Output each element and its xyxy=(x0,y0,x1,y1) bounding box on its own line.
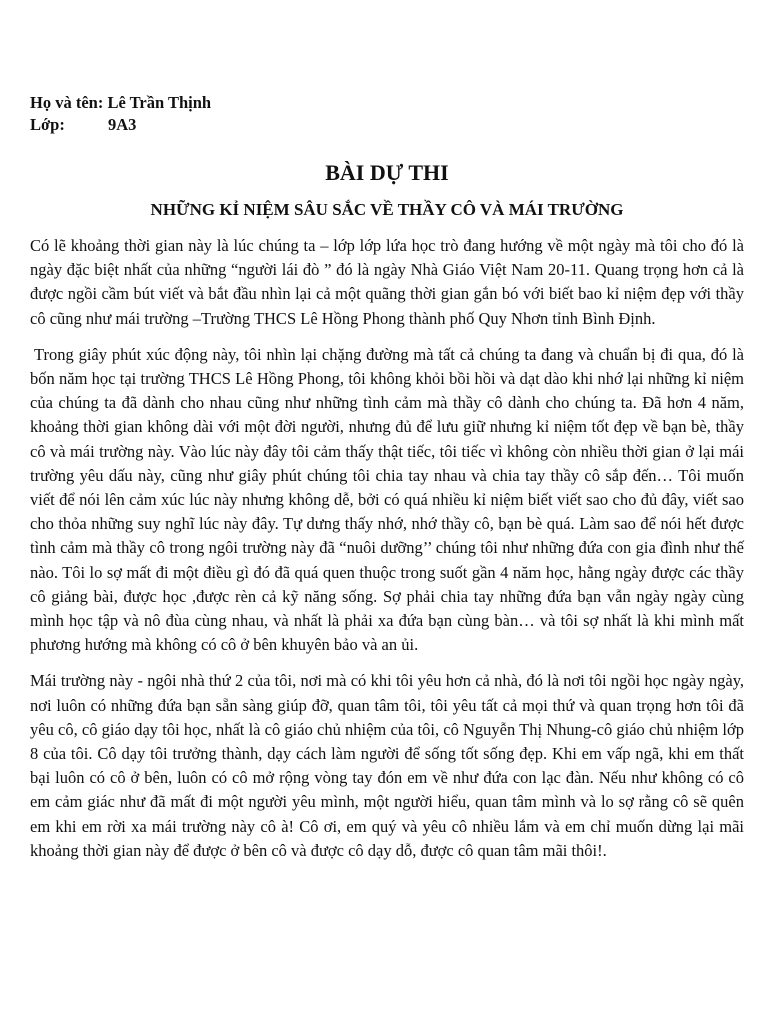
class-value: 9A3 xyxy=(108,115,137,134)
paragraph-3: Mái trường này - ngôi nhà thứ 2 của tôi, nơi mà có khi tôi yêu hơn cả nhà, đó là nơi tôi ngồi học ngày ngày, nơi luôn có những đứa bạn sẵn sàng giúp đỡ, quan tâm tôi, tôi yêu tất cả mọi thứ và quan trọng hơn tôi đã yêu cô, cô giáo dạy tôi học, nhất là cô giáo chủ nhiệm của tôi, cô Nguyễn Thị Nhung-cô giáo chủ nhiệm lớp 8 của tôi. Cô dạy tôi trưởng thành, dạy cách làm người để sống tốt sống đẹp. Khi em vấp ngã, khi em thất bại luôn có cô ở bên, luôn có cô mở rộng vòng tay đón em về như đứa con lạc đàn. Nếu như không có cô em cảm giác như đã mất đi một người yêu mình, một người hiểu, quan tâm mình và lo sợ rằng cô sẽ quên em khi em rời xa mái trường này cô à! Cô ơi, em quý và yêu cô nhiều lắm và em chỉ muốn dừng lại mãi khoảng thời gian này để được ở bên cô và được cô dạy dỗ, được cô quan tâm mãi thôi!. xyxy=(30,671,744,860)
paragraph-2: Trong giây phút xúc động này, tôi nhìn lại chặng đường mà tất cả chúng ta đang và chuẩn bị đi qua, đó là bốn năm học tại trường THCS Lê Hồng Phong, tôi không khỏi bồi hồi và dạt dào khi nhớ lại những kỉ niệm của chúng ta đã dành cho nhau cũng như những tình cảm mà thầy cô dành cho chúng ta. Đã hơn 4 năm, khoảng thời gian không dài với một đời người, nhưng đủ để lưu giữ nhưng kỉ niệm tốt đẹp về bạn bè, thầy cô và mái trường này. Vào lúc này đây tôi cảm thấy thật tiếc, tôi tiếc vì không còn nhiều thời gian ở lại mái trường yêu dấu này, cũng như giây phút chúng tôi chia tay nhau và chia tay thầy cô sắp đến… Tôi muốn viết để nói lên cảm xúc lúc này nhưng không dễ, bởi có quá nhiều kỉ niệm biết viết sao cho đủ đây, viết sao cho thỏa những suy nghĩ lúc này đây. Tự dưng thấy nhớ, nhớ thầy cô, bạn bè quá. Làm sao để nói hết được tình cảm mà thầy cô trong ngôi trường này đã “nuôi dưỡng’’ chúng tôi như những đứa con gia đình như thế nào. Tôi lo sợ mất đi một điều gì đó đã quá quen thuộc trong suốt gần 4 năm học, hằng ngày được các thầy cô giảng bài, được học ,được rèn cả kỹ năng sống. Sợ phải chia tay những đứa bạn vẫn ngày ngày cùng mình học tập và nô đùa cùng nhau, và nhất là phải xa đứa bạn cùng bàn… và tôi sợ nhất là khi mình mất phương hướng mà không có cô ở bên khuyên bảo và an ủi. xyxy=(30,344,744,655)
student-name-row xyxy=(30,92,744,114)
document-subtitle: NHỮNG KỈ NIỆM SÂU SẮC VỀ THẦY CÔ VÀ MÁI TRƯỜNG xyxy=(150,200,624,219)
class-label: Lớp: xyxy=(30,115,65,134)
student-class-row xyxy=(30,114,744,136)
name-value: Lê Trần Thịnh xyxy=(107,93,212,112)
document-title: BÀI DỰ THI xyxy=(325,160,449,185)
document-page xyxy=(30,92,744,875)
paragraph-1: Có lẽ khoảng thời gian này là lúc chúng ta – lớp lớp lứa học trò đang hướng về một ngày mà tôi cho đó là ngày đặc biệt nhất của những “người lái đò ” đó là ngày Nhà Giáo Việt Nam 20-11. Quang trọng hơn cả là được ngồi cầm bút viết và bắt đầu nhìn lại cả một quãng thời gian gắn bó với biết bao kỉ niệm đẹp với thầy cô cũng như mái trường –Trường THCS Lê Hồng Phong thành phố Quy Nhơn tỉnh Bình Định. xyxy=(30,236,744,328)
name-label: Họ và tên: xyxy=(30,93,104,112)
